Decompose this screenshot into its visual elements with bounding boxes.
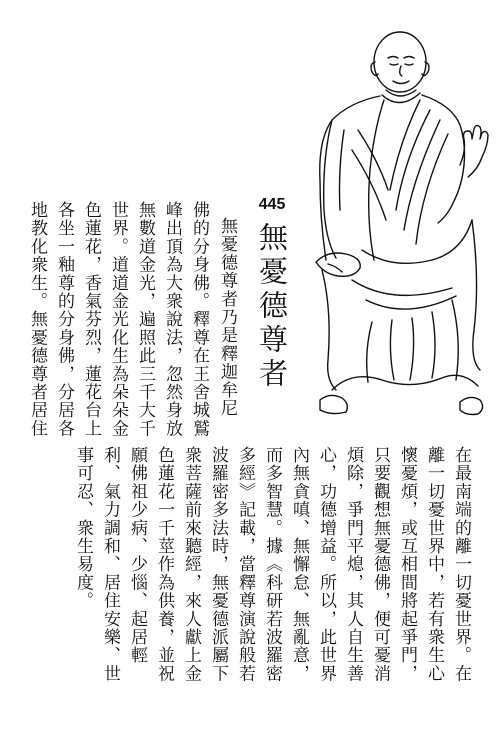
text-column: 衆菩薩前來聽經，來人獻上金 <box>181 446 201 683</box>
text-column: 各坐一釉尊的分身佛，分居各 <box>54 201 74 438</box>
text-column: 佛的分身佛。釋尊在王舍城鷲 <box>189 201 209 438</box>
text-column: 在最南端的離一切憂世界。在 <box>451 446 471 683</box>
text-column: 懷憂煩，或互相間將起爭門， <box>397 446 417 683</box>
text-column: 無憂德尊者乃是釋迦牟尼 <box>217 217 237 418</box>
figure-title: 無憂德尊者 <box>255 222 289 392</box>
text-column: 利、氣力調和、居住安樂、世 <box>100 446 120 683</box>
text-column: 事可忍、衆生易度。 <box>73 446 93 610</box>
text-column: 色蓮花，香氣芬烈，蓮花台上 <box>81 201 101 438</box>
text-column: 而多智慧。據《科研若波羅密 <box>262 446 282 683</box>
text-column: 多經》記載，當釋尊演說般若 <box>235 446 255 683</box>
text-column: 心，功德增益。所以，此世界 <box>316 446 336 683</box>
arhat-figure-illustration <box>292 0 492 425</box>
text-column: 波羅密多法時，無憂德派屬下 <box>208 446 228 683</box>
text-column: 離一切憂世界中，若有衆生心 <box>424 446 444 683</box>
figure-number: 445 <box>258 196 286 213</box>
text-column: 願佛祖少病、少惱、起居輕 <box>127 446 147 665</box>
text-column: 只要觀想無憂德佛，便可憂消 <box>370 446 390 683</box>
text-column: 內無貪嗔、無懈怠、無亂意， <box>289 446 309 683</box>
text-column: 峰出頂為大衆說法，忽然身放 <box>162 201 182 438</box>
text-column: 地教化衆生。無憂德尊者居住 <box>27 201 47 438</box>
text-column: 色蓮花一千莖作為供養，並祝 <box>154 446 174 683</box>
text-column: 煩除，爭門平熄，其人自生善 <box>343 446 363 683</box>
text-column: 世界。道道金光化生為朵朵金 <box>108 201 128 438</box>
text-column: 無數道金光，遍照此三千大千 <box>135 201 155 438</box>
